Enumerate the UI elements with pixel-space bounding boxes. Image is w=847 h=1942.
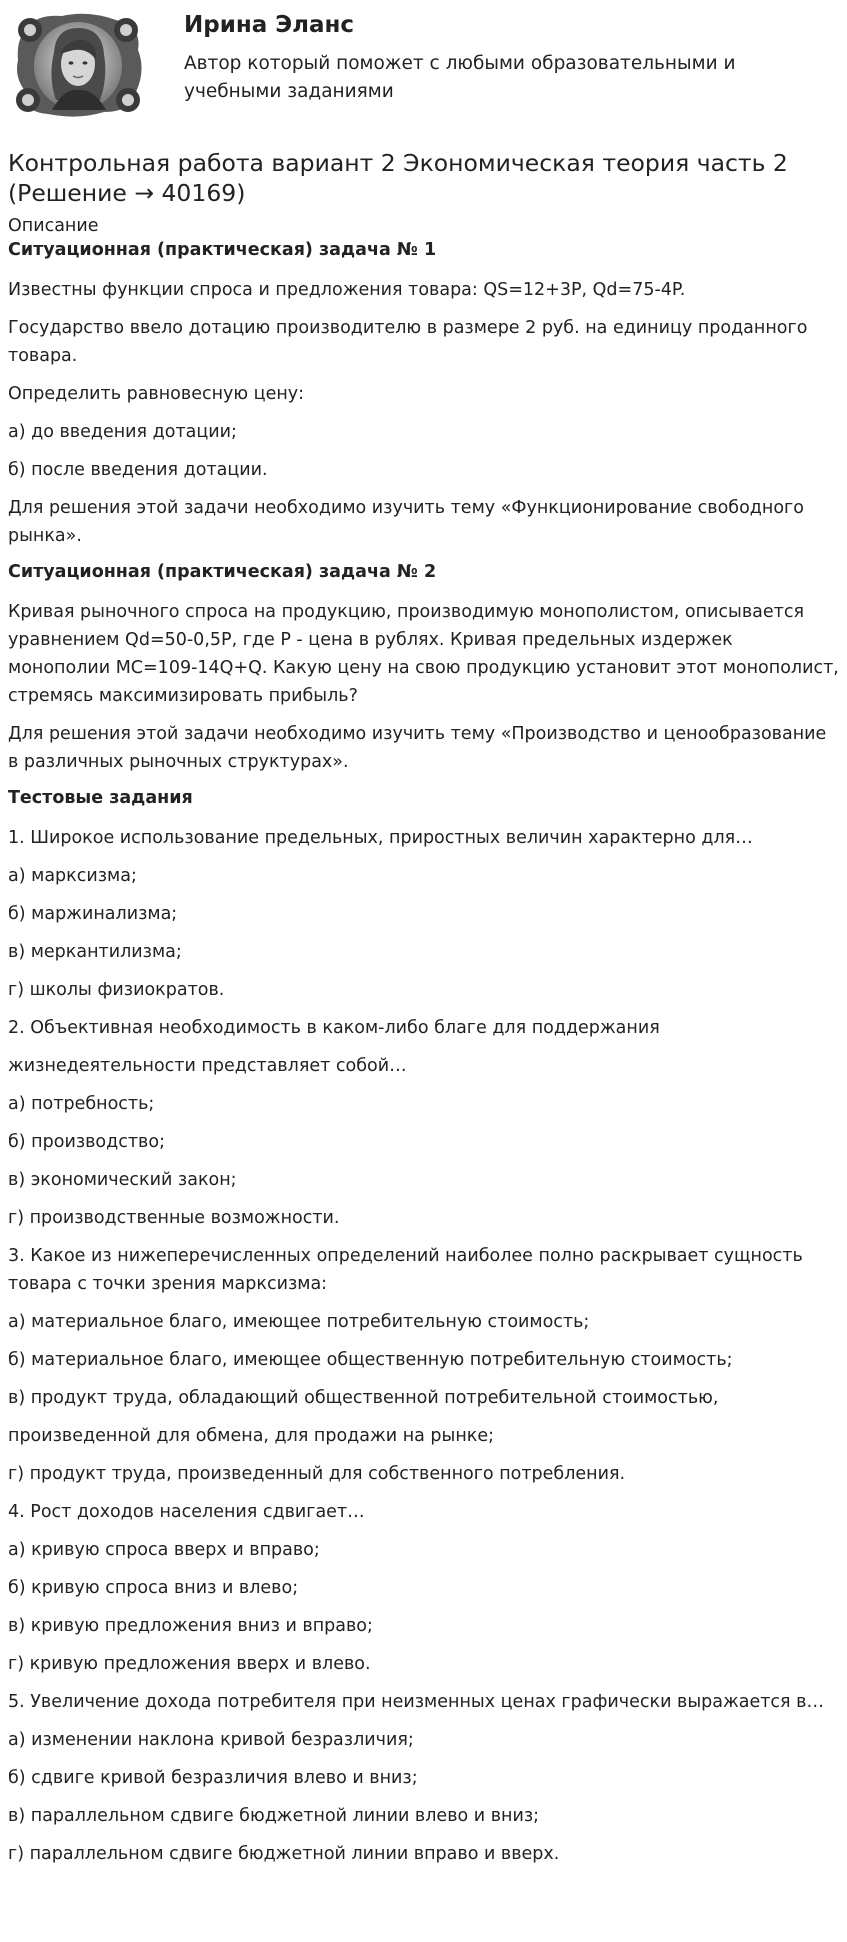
task1-title: Ситуационная (практическая) задача № 1 bbox=[8, 240, 437, 260]
author-avatar[interactable] bbox=[8, 8, 148, 122]
test-line: в) параллельном сдвиге бюджетной линии влево и вниз; bbox=[8, 1806, 540, 1826]
test-line: в) экономический закон; bbox=[8, 1170, 237, 1190]
test-line: в) меркантилизма; bbox=[8, 942, 182, 962]
test-line: а) кривую спроса вверх и вправо; bbox=[8, 1540, 320, 1560]
tests-title: Тестовые задания bbox=[8, 788, 193, 808]
task1-paragraph: Государство ввело дотацию производителю в размере 2 руб. на единицу проданного товара. bbox=[8, 318, 808, 366]
test-line: в) продукт труда, обладающий общественной потребительной стоимостью, bbox=[8, 1388, 719, 1408]
task1-paragraph: Определить равновесную цену: bbox=[8, 384, 305, 404]
task1-paragraph: Для решения этой задачи необходимо изучить тему «Функционирование свободного рынка». bbox=[8, 498, 804, 546]
test-line: 2. Объективная необходимость в каком-либо благе для поддержания bbox=[8, 1018, 660, 1038]
author-name[interactable]: Ирина Эланс bbox=[184, 12, 355, 38]
test-line: г) продукт труда, произведенный для собственного потребления. bbox=[8, 1464, 626, 1484]
page-title: Контрольная работа вариант 2 Экономическая теория часть 2 (Решение → 40169) bbox=[8, 149, 788, 207]
test-line: произведенной для обмена, для продажи на рынке; bbox=[8, 1426, 495, 1446]
test-line: б) производство; bbox=[8, 1132, 165, 1152]
test-line: б) маржинализма; bbox=[8, 904, 178, 924]
test-line: б) кривую спроса вниз и влево; bbox=[8, 1578, 299, 1598]
tests-section bbox=[8, 786, 839, 1868]
tests-list bbox=[8, 824, 839, 1868]
main-content bbox=[0, 148, 847, 1868]
test-line: 4. Рост доходов населения сдвигает… bbox=[8, 1502, 365, 1522]
description-label: Описание bbox=[8, 216, 99, 236]
test-line: в) кривую предложения вниз и вправо; bbox=[8, 1616, 373, 1636]
test-line: г) кривую предложения вверх и влево. bbox=[8, 1654, 371, 1674]
test-line: а) марксизма; bbox=[8, 866, 137, 886]
test-line: а) изменении наклона кривой безразличия; bbox=[8, 1730, 414, 1750]
task2-paragraph: Для решения этой задачи необходимо изучить тему «Производство и ценообразование в различных рыночных структурах». bbox=[8, 724, 827, 772]
test-line: жизнедеятельности представляет собой… bbox=[8, 1056, 407, 1076]
task1-paragraph: б) после введения дотации. bbox=[8, 460, 268, 480]
test-line: г) параллельном сдвиге бюджетной линии вправо и вверх. bbox=[8, 1844, 560, 1864]
test-line: а) потребность; bbox=[8, 1094, 155, 1114]
test-line: б) сдвиге кривой безразличия влево и вниз; bbox=[8, 1768, 418, 1788]
test-line: б) материальное благо, имеющее общественную потребительную стоимость; bbox=[8, 1350, 733, 1370]
test-line: 5. Увеличение дохода потребителя при неизменных ценах графически выражается в… bbox=[8, 1692, 824, 1712]
author-description: Автор который поможет с любыми образовательными и учебными заданиями bbox=[184, 53, 736, 102]
test-line: а) материальное благо, имеющее потребительную стоимость; bbox=[8, 1312, 590, 1332]
task1-paragraph: Известны функции спроса и предложения товара: QS=12+3P, Qd=75-4P. bbox=[8, 280, 686, 300]
task2-title: Ситуационная (практическая) задача № 2 bbox=[8, 562, 437, 582]
author-card bbox=[0, 0, 847, 128]
task2-paragraph: Кривая рыночного спроса на продукцию, производимую монополистом, описывается уравнением Qd=50-0,5P, где P - цена в рублях. Кривая предельных издержек монополии MC=109-14Q+Q. Какую цену на свою продукцию установит этот монополист, стремясь максимизировать прибыль? bbox=[8, 602, 839, 706]
task1-paragraph: а) до введения дотации; bbox=[8, 422, 237, 442]
test-line: 3. Какое из нижеперечисленных определений наиболее полно раскрывает сущность товара с точки зрения марксизма: bbox=[8, 1246, 803, 1294]
test-line: г) производственные возможности. bbox=[8, 1208, 340, 1228]
test-line: 1. Широкое использование предельных, приростных величин характерно для… bbox=[8, 828, 753, 848]
test-line: г) школы физиократов. bbox=[8, 980, 225, 1000]
